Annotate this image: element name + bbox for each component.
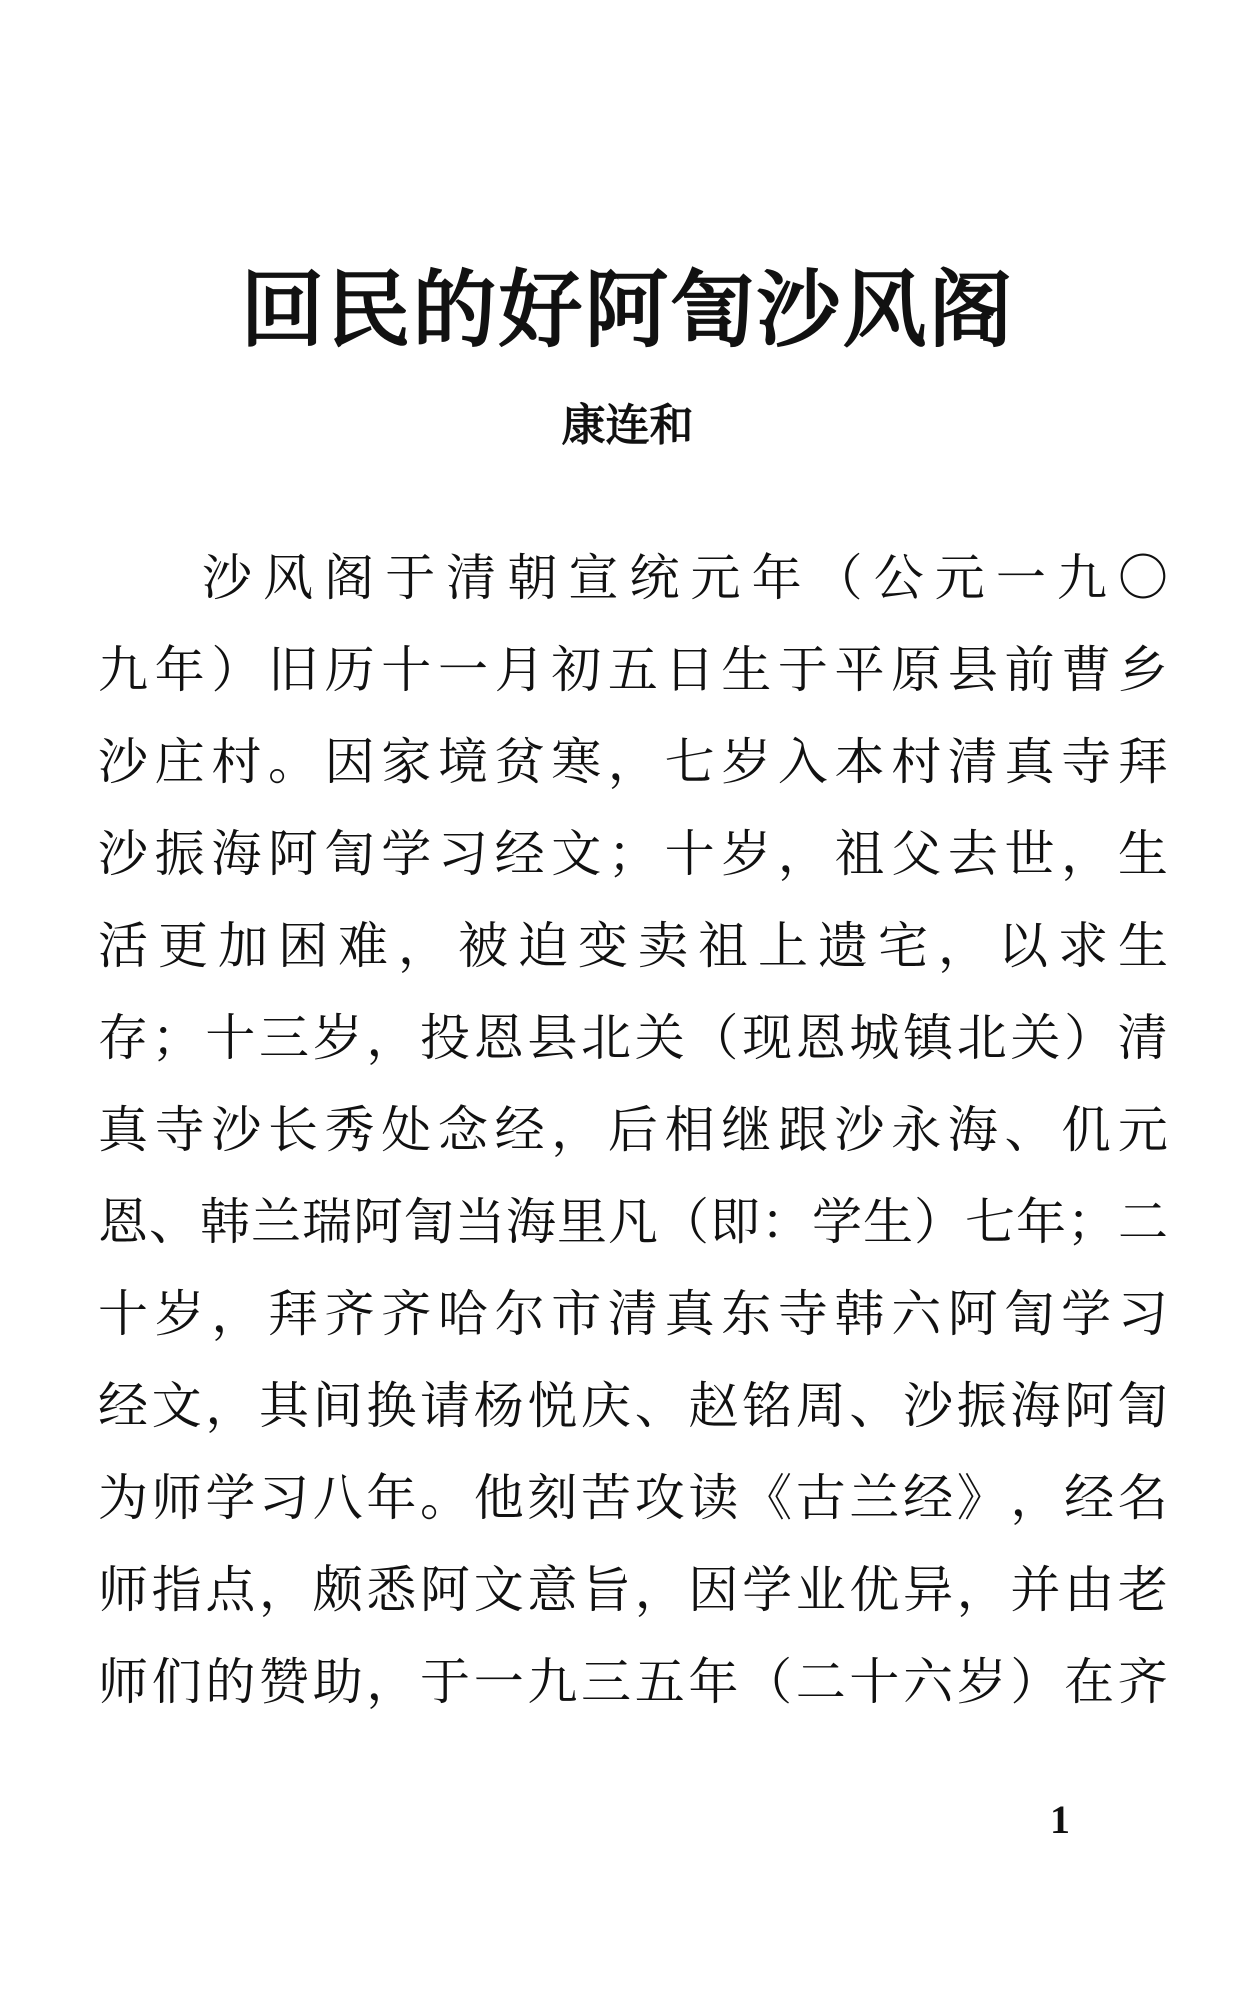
body-char: 读: [688, 1469, 739, 1527]
body-line: [98, 900, 1168, 992]
body-char: 县: [527, 1009, 578, 1067]
body-char: 振: [956, 1377, 1007, 1435]
body-char: 投: [420, 1009, 471, 1067]
body-char: 沙: [98, 825, 148, 883]
body-char: 三: [259, 1009, 310, 1067]
body-char: 里: [557, 1193, 607, 1251]
body-char: ，: [366, 1009, 417, 1067]
body-char: 沙: [202, 549, 252, 607]
body-char: （: [688, 1009, 739, 1067]
body-char: ）: [1064, 1009, 1115, 1067]
body-char: ；: [151, 1009, 202, 1067]
body-char: 助: [312, 1653, 363, 1711]
body-char: ，: [259, 1561, 310, 1619]
body-line: [98, 1176, 1168, 1268]
body-char: 即: [710, 1193, 760, 1251]
body-char: 七: [664, 733, 715, 791]
body-char: 去: [947, 825, 998, 883]
body-char: 海: [506, 1193, 556, 1251]
body-char: 清: [947, 733, 998, 791]
body-char: 祖: [698, 917, 748, 975]
body-char: 赵: [688, 1377, 739, 1435]
body-char: 学: [812, 1193, 862, 1251]
body-char: ，: [607, 733, 658, 791]
body-char: 岁: [721, 733, 772, 791]
body-char: 寒: [551, 733, 602, 791]
body-char: 庆: [581, 1377, 632, 1435]
body-char: 乡: [1117, 641, 1168, 699]
body-char: ，: [1061, 825, 1112, 883]
body-char: 十: [205, 1009, 256, 1067]
body-char: 周: [795, 1377, 846, 1435]
body-char: 父: [891, 825, 942, 883]
body-char: 〇: [1117, 549, 1168, 607]
body-char: 十: [664, 825, 715, 883]
body-char: 年: [751, 549, 802, 607]
body-char: 年: [366, 1469, 417, 1527]
body-char: 其: [259, 1377, 310, 1435]
body-char: （: [659, 1193, 709, 1251]
body-char: 訇: [324, 825, 375, 883]
body-line: [98, 716, 1168, 808]
body-char: 铭: [742, 1377, 793, 1435]
body-char: 六: [891, 1285, 942, 1343]
body-char: 异: [903, 1561, 954, 1619]
body-char: （: [742, 1653, 793, 1711]
body-char: 真: [98, 1101, 148, 1159]
body-char: 生: [1117, 825, 1168, 883]
body-char: 因: [324, 733, 375, 791]
body-char: 习: [259, 1469, 310, 1527]
body-char: 一: [437, 641, 488, 699]
body-char: 七: [965, 1193, 1015, 1251]
body-char: 继: [721, 1101, 772, 1159]
body-char: （: [812, 549, 863, 607]
body-char: 苦: [581, 1469, 632, 1527]
body-char: ，: [1010, 1469, 1061, 1527]
body-char: 真: [1004, 733, 1055, 791]
body-char: 九: [527, 1653, 578, 1711]
body-char: 永: [891, 1101, 942, 1159]
body-line: [98, 1268, 1168, 1360]
body-char: 、: [634, 1377, 685, 1435]
body-char: 兰: [251, 1193, 301, 1251]
body-char: 齐: [1117, 1653, 1168, 1711]
body-char: 阿: [1064, 1377, 1115, 1435]
body-char: 沙: [98, 733, 148, 791]
page-number: 1: [1050, 1797, 1070, 1842]
body-char: ，: [366, 1653, 417, 1711]
body-char: 以: [998, 917, 1048, 975]
body-char: 尔: [494, 1285, 545, 1343]
body-char: 海: [947, 1101, 998, 1159]
body-char: 加: [218, 917, 268, 975]
body-char: 年: [154, 641, 205, 699]
article-title: 回民的好阿訇沙风阁: [240, 261, 1015, 359]
body-char: 旨: [581, 1561, 632, 1619]
body-char: 朝: [507, 549, 558, 607]
body-char: 訇: [1117, 1377, 1168, 1435]
body-char: 老: [1117, 1561, 1168, 1619]
body-char: 关: [634, 1009, 685, 1067]
body-char: 经: [1064, 1469, 1115, 1527]
body-char: 点: [205, 1561, 256, 1619]
body-char: 宣: [568, 549, 619, 607]
body-char: 存: [98, 1009, 148, 1067]
body-char: 生: [721, 641, 772, 699]
body-char: 赞: [259, 1653, 310, 1711]
body-char: ，: [956, 1561, 1007, 1619]
body-char: ）: [914, 1193, 964, 1251]
body-char: 九: [98, 641, 148, 699]
body-char: 他: [473, 1469, 524, 1527]
body-char: 困: [278, 917, 328, 975]
body-char: 镇: [903, 1009, 954, 1067]
body-char: 师: [151, 1469, 202, 1527]
body-char: 仉: [1061, 1101, 1112, 1159]
body-char: 于: [777, 641, 828, 699]
body-char: 瑞: [302, 1193, 352, 1251]
body-char: 卖: [638, 917, 688, 975]
body-char: 前: [1004, 641, 1055, 699]
body-char: 恩: [795, 1009, 846, 1067]
body-char: 元: [690, 549, 741, 607]
body-char: 家: [381, 733, 432, 791]
body-char: 》: [956, 1469, 1007, 1527]
body-char: 沙: [211, 1101, 262, 1159]
body-char: 由: [1064, 1561, 1115, 1619]
body-char: 世: [1004, 825, 1055, 883]
body-line: [98, 808, 1168, 900]
body-char: ，: [938, 917, 988, 975]
body-char: 拜: [1117, 733, 1168, 791]
body-char: 庄: [154, 733, 205, 791]
body-char: 境: [437, 733, 488, 791]
body-line: [98, 992, 1168, 1084]
body-char: 当: [455, 1193, 505, 1251]
body-char: 上: [758, 917, 808, 975]
body-char: ，: [634, 1561, 685, 1619]
body-line: [98, 1544, 1168, 1636]
body-char: 齐: [381, 1285, 432, 1343]
body-char: 贫: [494, 733, 545, 791]
body-char: ）: [211, 641, 262, 699]
body-char: 颇: [312, 1561, 363, 1619]
body-char: 六: [903, 1653, 954, 1711]
body-char: 訇: [404, 1193, 454, 1251]
body-char: 现: [742, 1009, 793, 1067]
body-char: ；: [607, 825, 658, 883]
author-name: 康连和: [561, 400, 694, 451]
body-char: 凡: [608, 1193, 658, 1251]
body-char: 风: [263, 549, 314, 607]
body-char: 意: [527, 1561, 578, 1619]
body-char: 师: [98, 1561, 148, 1619]
body-char: 统: [629, 549, 680, 607]
body-char: 寺: [777, 1285, 828, 1343]
body-char: 学: [1061, 1285, 1112, 1343]
body-char: 城: [849, 1009, 900, 1067]
body-char: 原: [891, 641, 942, 699]
body-char: 并: [1010, 1561, 1061, 1619]
body-char: 文: [151, 1377, 202, 1435]
body-char: 哈: [437, 1285, 488, 1343]
body-char: 指: [151, 1561, 202, 1619]
body-char: 刻: [527, 1469, 578, 1527]
body-char: 兰: [849, 1469, 900, 1527]
body-char: 。: [420, 1469, 471, 1527]
body-char: 韩: [200, 1193, 250, 1251]
body-char: 悦: [527, 1377, 578, 1435]
body-char: 关: [1010, 1009, 1061, 1067]
body-char: 县: [947, 641, 998, 699]
body-char: 村: [211, 733, 262, 791]
body-char: 被: [458, 917, 508, 975]
body-char: 阿: [353, 1193, 403, 1251]
body-char: 难: [338, 917, 388, 975]
body-char: 寺: [1061, 733, 1112, 791]
body-char: 元: [934, 549, 985, 607]
body-char: 十: [381, 641, 432, 699]
body-char: 悉: [366, 1561, 417, 1619]
body-char: 名: [1117, 1469, 1168, 1527]
body-line: [98, 532, 1168, 624]
body-line: [98, 1636, 1168, 1728]
body-char: 活: [98, 917, 148, 975]
body-char: 古: [795, 1469, 846, 1527]
body-char: 二: [795, 1653, 846, 1711]
body-char: 处: [381, 1101, 432, 1159]
body-char: 求: [1058, 917, 1108, 975]
body-line: [98, 1084, 1168, 1176]
body-char: 阁: [324, 549, 375, 607]
body-char: 攻: [634, 1469, 685, 1527]
body-char: 后: [607, 1101, 658, 1159]
body-char: 元: [1117, 1101, 1168, 1159]
body-char: 文: [473, 1561, 524, 1619]
body-char: 北: [581, 1009, 632, 1067]
body-char: 平: [834, 641, 885, 699]
body-char: 因: [688, 1561, 739, 1619]
body-char: 阿: [420, 1561, 471, 1619]
body-char: 经: [494, 1101, 545, 1159]
body-char: 阿: [267, 825, 318, 883]
body-char: 秀: [324, 1101, 375, 1159]
body-char: ，: [551, 1101, 602, 1159]
body-char: 齐: [324, 1285, 375, 1343]
body-char: 师: [98, 1653, 148, 1711]
body-char: 旧: [267, 641, 318, 699]
body-char: ：: [761, 1193, 811, 1251]
body-char: 本: [834, 733, 885, 791]
body-char: 五: [607, 641, 658, 699]
body-char: 沙: [903, 1377, 954, 1435]
body-char: 沙: [834, 1101, 885, 1159]
body-char: 于: [420, 1653, 471, 1711]
body-char: 寺: [154, 1101, 205, 1159]
body-char: 念: [437, 1101, 488, 1159]
body-char: 经: [98, 1377, 148, 1435]
body-char: 更: [158, 917, 208, 975]
body-line: [98, 1360, 1168, 1452]
body-char: 海: [1010, 1377, 1061, 1435]
body-char: 变: [578, 917, 628, 975]
body-char: 遗: [818, 917, 868, 975]
body-char: 拜: [267, 1285, 318, 1343]
body-char: 九: [1056, 549, 1107, 607]
body-char: 曹: [1061, 641, 1112, 699]
body-char: 恩: [473, 1009, 524, 1067]
body-char: 东: [721, 1285, 772, 1343]
body-char: 韩: [834, 1285, 885, 1343]
body-char: 阿: [947, 1285, 998, 1343]
body-char: 五: [634, 1653, 685, 1711]
body-char: 、: [149, 1193, 199, 1251]
body-char: 们: [151, 1653, 202, 1711]
body-char: 日: [664, 641, 715, 699]
body-char: 历: [324, 641, 375, 699]
body-char: 习: [437, 825, 488, 883]
body-char: 清: [446, 549, 497, 607]
body-char: 《: [742, 1469, 793, 1527]
body-char: 年: [1016, 1193, 1066, 1251]
body-char: 杨: [473, 1377, 524, 1435]
body-char: 北: [956, 1009, 1007, 1067]
body-char: 长: [267, 1101, 318, 1159]
body-char: 优: [849, 1561, 900, 1619]
body-char: 年: [688, 1653, 739, 1711]
body-char: 初: [551, 641, 602, 699]
body-char: ，: [205, 1377, 256, 1435]
body-char: 。: [267, 733, 318, 791]
body-char: ，: [777, 825, 828, 883]
body-char: 学: [205, 1469, 256, 1527]
body-char: 、: [1004, 1101, 1055, 1159]
body-char: 请: [420, 1377, 471, 1435]
body-char: 经: [903, 1469, 954, 1527]
body-char: 村: [891, 733, 942, 791]
article-body: [98, 532, 1168, 1728]
body-char: 生: [1118, 917, 1168, 975]
body-char: 于: [385, 549, 436, 607]
body-char: 入: [777, 733, 828, 791]
body-char: ）: [1010, 1653, 1061, 1711]
body-char: 祖: [834, 825, 885, 883]
body-char: 习: [1117, 1285, 1168, 1343]
body-char: 、: [849, 1377, 900, 1435]
body-char: 海: [211, 825, 262, 883]
body-char: 间: [312, 1377, 363, 1435]
body-char: 岁: [956, 1653, 1007, 1711]
body-char: 迫: [518, 917, 568, 975]
body-char: 的: [205, 1653, 256, 1711]
body-char: 真: [664, 1285, 715, 1343]
body-char: 三: [581, 1653, 632, 1711]
body-char: 八: [312, 1469, 363, 1527]
body-char: 学: [742, 1561, 793, 1619]
body-char: 十: [98, 1285, 148, 1343]
body-char: 清: [607, 1285, 658, 1343]
body-char: 文: [551, 825, 602, 883]
body-char: 岁: [154, 1285, 205, 1343]
body-char: 一: [995, 549, 1046, 607]
body-char: 岁: [721, 825, 772, 883]
body-char: 经: [494, 825, 545, 883]
body-char: 月: [494, 641, 545, 699]
body-char: 跟: [777, 1101, 828, 1159]
body-char: 恩: [98, 1193, 148, 1251]
body-char: 公: [873, 549, 924, 607]
body-char: 十: [849, 1653, 900, 1711]
body-char: 换: [366, 1377, 417, 1435]
body-char: 訇: [1004, 1285, 1055, 1343]
body-char: 一: [473, 1653, 524, 1711]
body-char: 振: [154, 825, 205, 883]
body-char: 学: [381, 825, 432, 883]
body-char: 相: [664, 1101, 715, 1159]
body-char: ，: [398, 917, 448, 975]
body-char: 为: [98, 1469, 148, 1527]
body-line: [98, 624, 1168, 716]
body-line: [98, 1452, 1168, 1544]
body-char: 在: [1064, 1653, 1115, 1711]
body-char: ，: [211, 1285, 262, 1343]
body-char: 岁: [312, 1009, 363, 1067]
body-char: ；: [1067, 1193, 1117, 1251]
body-char: 清: [1117, 1009, 1168, 1067]
body-char: 生: [863, 1193, 913, 1251]
body-char: 业: [795, 1561, 846, 1619]
body-char: 市: [551, 1285, 602, 1343]
body-char: 宅: [878, 917, 928, 975]
body-char: 二: [1118, 1193, 1168, 1251]
